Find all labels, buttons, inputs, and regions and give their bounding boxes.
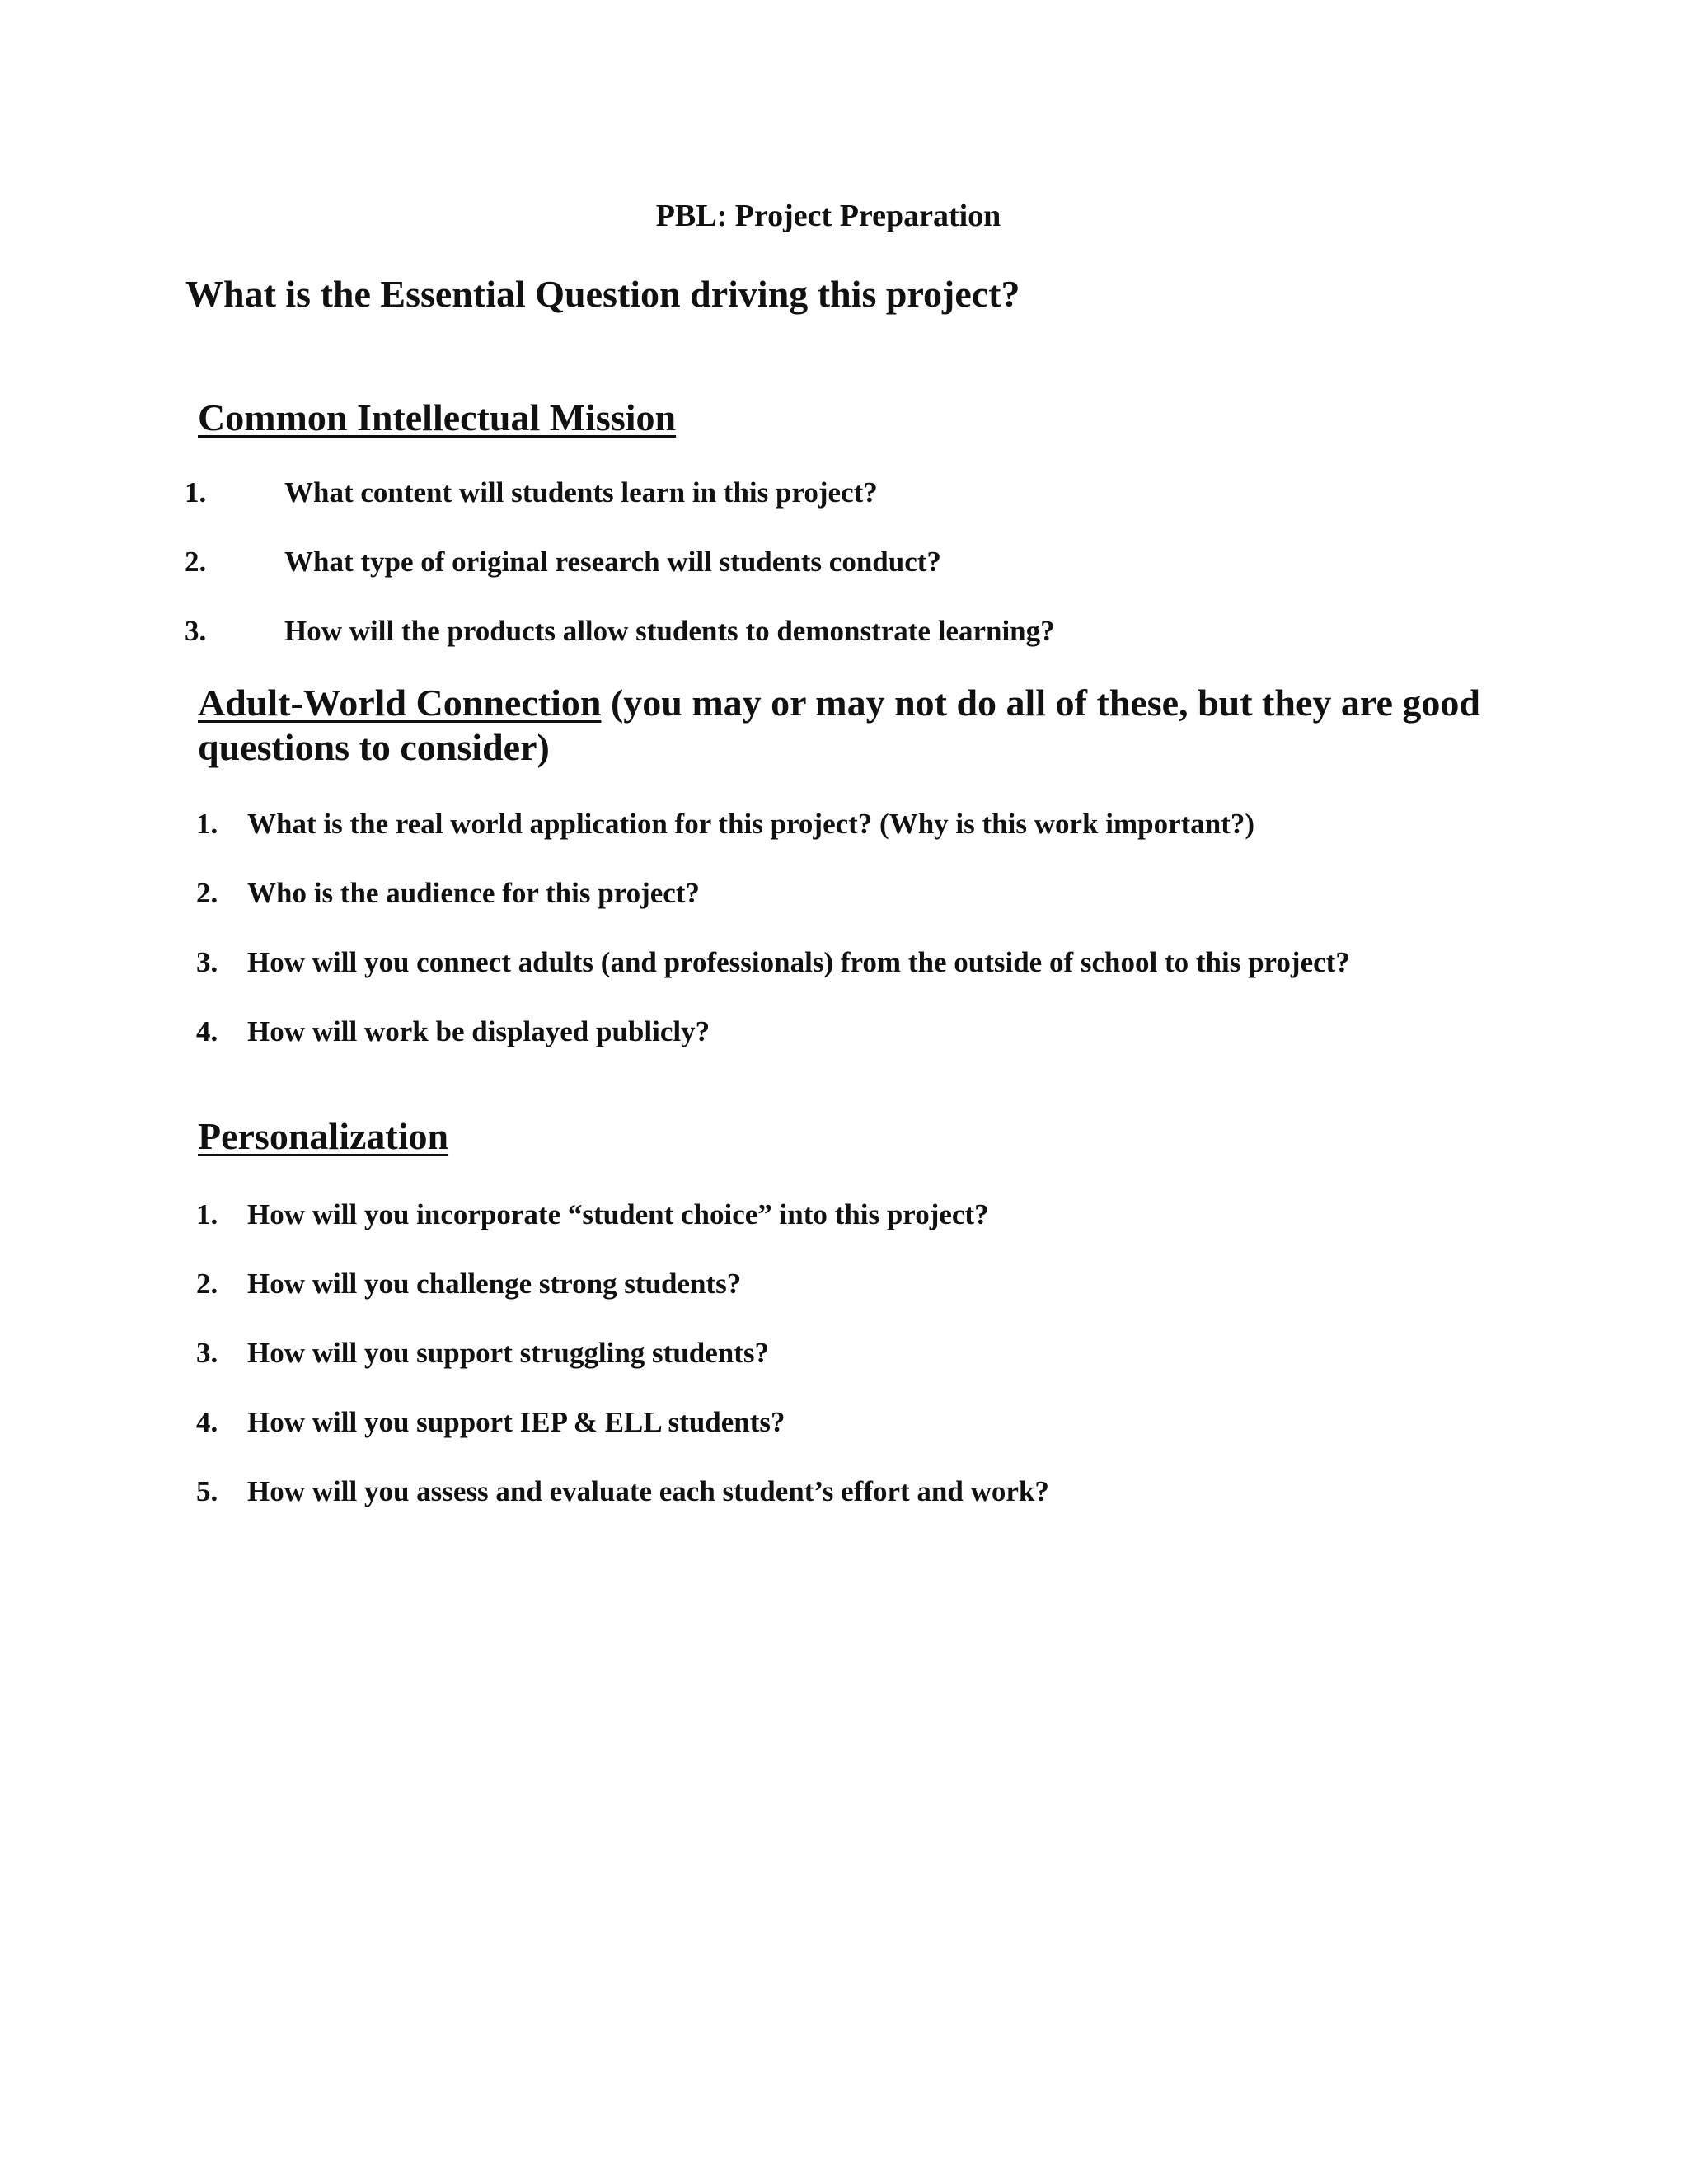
section-heading-personalization: [198, 1114, 1484, 1159]
list-number: 1.: [185, 476, 207, 509]
list-number: 2.: [196, 1268, 218, 1300]
question-text: How will you assess and evaluate each student’s effort and work?: [247, 1475, 1049, 1507]
list-number: 3.: [185, 615, 207, 647]
list-number: 1.: [196, 1198, 218, 1230]
section-heading-common-intellectual-mission: [198, 396, 1484, 440]
section-heading-text: Personalization: [198, 1115, 449, 1157]
question-text: What content will students learn in this project?: [284, 476, 878, 509]
section-heading-text: Common Intellectual Mission: [198, 396, 677, 438]
list-number: 2.: [185, 546, 207, 578]
question-text: How will work be displayed publicly?: [247, 1015, 710, 1047]
page-title: PBL: Project Preparation: [655, 199, 1001, 233]
list-number: 4.: [196, 1015, 218, 1047]
list-number: 2.: [196, 877, 218, 909]
question-text: What is the real world application for this project? (Why is this work important?): [247, 808, 1255, 840]
list-number: 1.: [196, 808, 218, 840]
question-text: What type of original research will students conduct?: [284, 546, 941, 578]
question-text: How will you support struggling students?: [247, 1337, 770, 1369]
question-text: Who is the audience for this project?: [247, 877, 700, 909]
list-number: 5.: [196, 1475, 218, 1507]
list-number: 4.: [196, 1406, 218, 1438]
question-text: How will the products allow students to demonstrate learning?: [284, 615, 1055, 647]
list-number: 3.: [196, 946, 218, 978]
question-text: How will you connect adults (and professionals) from the outside of school to this project?: [247, 946, 1350, 978]
list-number: 3.: [196, 1337, 218, 1369]
essential-question: What is the Essential Question driving this project?: [185, 273, 1020, 315]
question-text: How will you challenge strong students?: [247, 1268, 742, 1300]
section-heading-adult-world-connection: [198, 681, 1484, 770]
question-text: How will you support IEP & ELL students?: [247, 1406, 785, 1438]
section-heading-note: (you may or may not do all of these, but they are good questions to consider): [198, 682, 1480, 768]
question-text: How will you incorporate “student choice” into this project?: [247, 1198, 989, 1230]
section-heading-text: Adult-World Connection: [198, 682, 602, 724]
